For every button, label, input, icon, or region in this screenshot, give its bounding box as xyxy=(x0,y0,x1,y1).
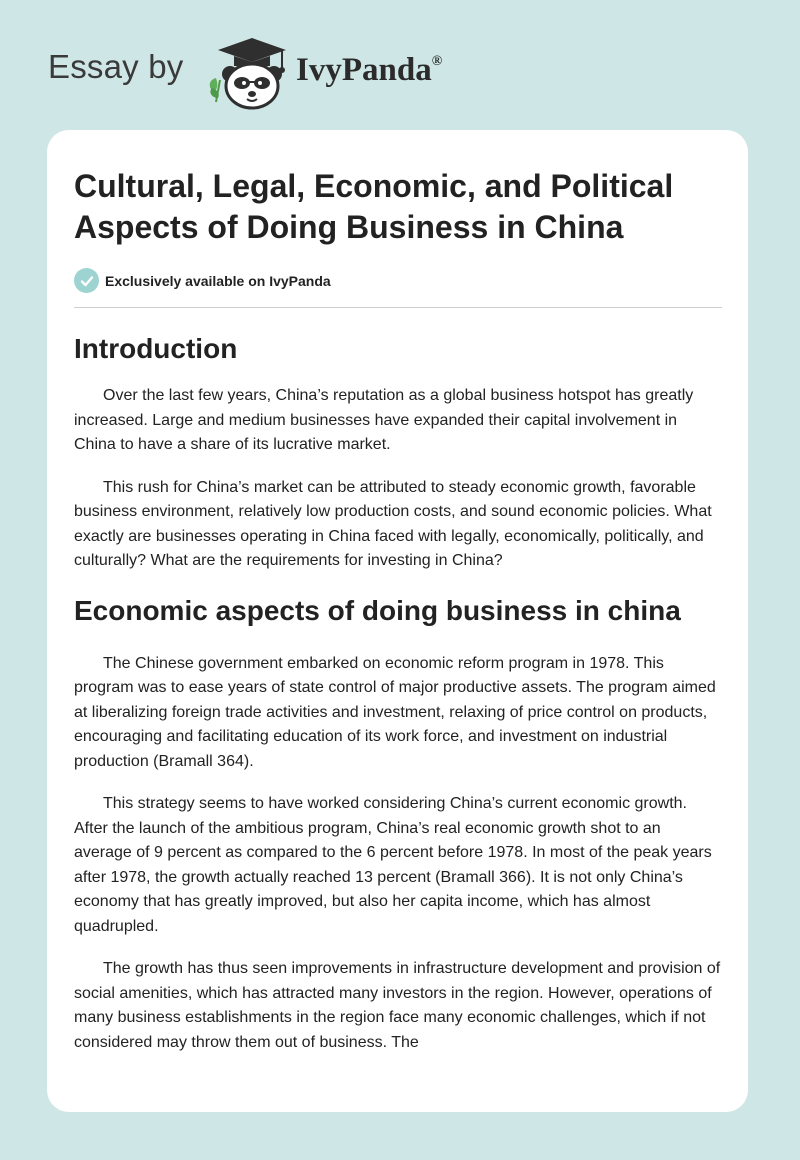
brand-name[interactable] xyxy=(296,52,442,89)
paragraph: This rush for China’s market can be attributed to steady economic growth, favorable business environment, relatively low production costs, and sound economic policies. What exactly are businesses operating in China faced with legally, economically, politically, and culturally? What are the requirements for investing in China? xyxy=(74,478,712,569)
paragraph: Over the last few years, China’s reputation as a global business hotspot has greatly increased. Large and medium businesses have expanded their capital involvement in China to have a share of its lucrative market. xyxy=(74,387,694,453)
brand-text: IvyPanda xyxy=(296,52,432,88)
section-heading-introduction: Introduction xyxy=(74,333,238,364)
title-divider xyxy=(74,307,722,308)
check-icon xyxy=(74,268,99,293)
article-title: Cultural, Legal, Economic, and Political Aspects of Doing Business in China xyxy=(74,168,674,245)
paragraph: The growth has thus seen improvements in infrastructure development and provision of social amenities, which has attracted many investors in the region. However, operations of many business establishments in the region face many economic challenges, which if not considered may throw them out of business. The xyxy=(74,960,721,1051)
site-header xyxy=(0,0,800,130)
exclusive-badge-text: Exclusively available on IvyPanda xyxy=(105,272,331,289)
essay-by-label: Essay by xyxy=(48,48,184,85)
paragraph: This strategy seems to have worked considering China’s current economic growth. After the launch of the ambitious program, China’s real economic growth shot to an average of 9 percent as compared to the 6 percent before 1978. In most of the peak years after 1978, the growth actually reached 13 percent (Bramall 366). It is not only China’s economy that has greatly improved, but also her capita income, which has almost quadrupled. xyxy=(74,795,712,935)
panda-logo-icon[interactable] xyxy=(200,36,300,110)
paragraph: The Chinese government embarked on economic reform program in 1978. This program was to ease years of state control of major productive assets. The program aimed at liberalizing foreign trade activities and investment, relaxing of price control on products, encouraging and facilitating education of its work force, and investment on industrial production (Bramall 364). xyxy=(74,654,716,770)
section-heading-economic-aspects: Economic aspects of doing business in china xyxy=(74,594,681,626)
article-card xyxy=(47,130,748,1112)
exclusive-badge xyxy=(74,268,722,293)
registered-mark: ® xyxy=(431,54,443,69)
